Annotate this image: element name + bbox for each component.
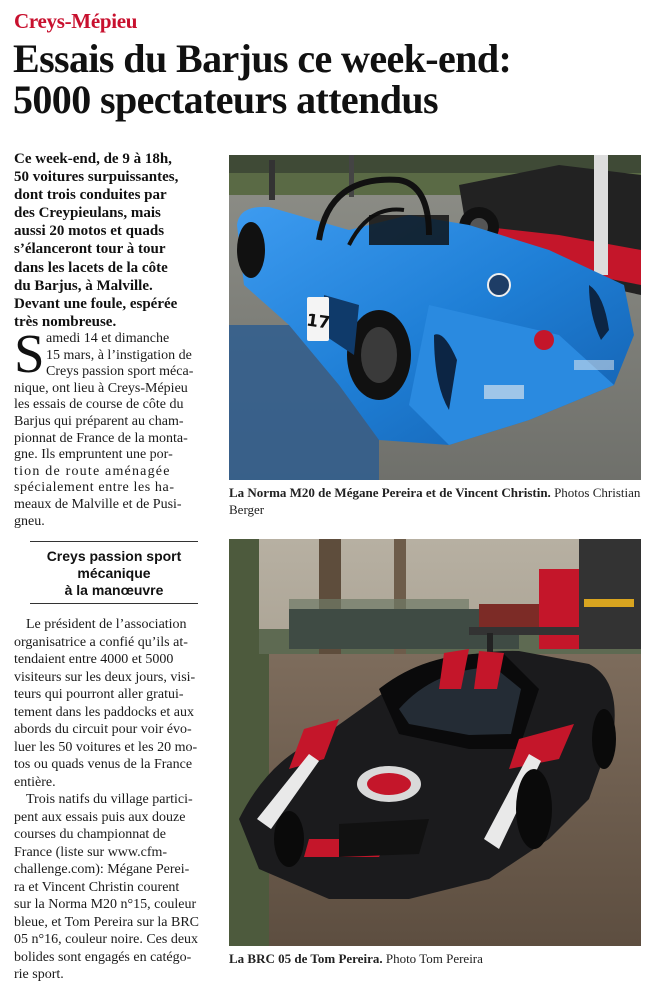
body-text bbox=[14, 616, 214, 984]
body-line: courses du championnat de bbox=[14, 827, 167, 842]
lead-line: Barjus qui préparent au cham- bbox=[14, 413, 184, 429]
body-line: Trois natifs du village partici- bbox=[26, 792, 193, 807]
brc-05-photo bbox=[229, 539, 641, 946]
lead-line: 15 mars, à l’instigation de bbox=[46, 347, 192, 363]
lead-line: gne. Ils empruntent une por- bbox=[14, 447, 173, 463]
body-line: entière. bbox=[14, 774, 56, 790]
headline-line: 5000 spectateurs attendus bbox=[13, 77, 438, 122]
chapo-line: dans les lacets de la côte bbox=[14, 259, 168, 276]
drop-cap: S bbox=[14, 323, 45, 384]
photo1-caption-title: La Norma M20 de Mégane Pereira et de Vincent Christin. bbox=[229, 485, 551, 500]
body-line: tendaient entre 4000 et 5000 bbox=[14, 652, 174, 667]
lead-line: les essais de course de côte du bbox=[14, 397, 184, 413]
lead-line: amedi 14 et dimanche bbox=[46, 331, 170, 346]
chapo-line: des Creypieulans, mais bbox=[14, 205, 161, 222]
body-line: rie sport. bbox=[14, 967, 64, 982]
subhead-line: mécanique bbox=[77, 565, 151, 581]
body-line: bleue, et Tom Pereira sur la BRC bbox=[14, 914, 200, 930]
lead-line: gneu. bbox=[14, 513, 45, 529]
body-line: teurs qui pourront aller gratui- bbox=[14, 687, 184, 702]
chapo-line: Ce week-end, de 9 à 18h, bbox=[14, 151, 172, 167]
chapo bbox=[14, 150, 214, 331]
photo1-caption-credit: Photos Christian Berger bbox=[229, 485, 641, 517]
chapo-line: 50 voitures surpuissantes, bbox=[14, 169, 179, 186]
subhead-line: Creys passion sport bbox=[46, 548, 182, 564]
body-line: tos ou quads venus de la France bbox=[14, 757, 193, 772]
headline bbox=[13, 38, 643, 120]
body-line: Le président de l’association bbox=[26, 617, 187, 632]
body-line: 05 n°16, couleur noire. Ces deux bbox=[14, 932, 199, 947]
body-line: sur la Norma M20 n°15, couleur bbox=[14, 897, 197, 912]
photo2-caption-credit: Photo Tom Pereira bbox=[385, 951, 483, 966]
race-number: 17 bbox=[305, 310, 332, 334]
lead-line: pionnat de France de la monta- bbox=[14, 430, 188, 446]
subhead-top-rule bbox=[30, 541, 198, 542]
section-kicker: Creys-Mépieu bbox=[14, 9, 138, 33]
body-line: bolides sont engagés en catégo- bbox=[14, 949, 192, 965]
lead-line: tion de route aménagée bbox=[14, 463, 171, 479]
chapo-line: Devant une foule, espérée bbox=[14, 295, 178, 312]
subhead-bottom-rule bbox=[30, 603, 198, 604]
body-line: France (liste sur www.cfm- bbox=[14, 844, 168, 860]
body-line: tement dans les paddocks et aux bbox=[14, 704, 195, 720]
lead-line: nique, ont lieu à Creys-Mépieu bbox=[14, 380, 188, 396]
chapo-line: très nombreuse. bbox=[14, 313, 117, 330]
photo1-caption bbox=[229, 484, 641, 518]
subhead-line: à la manœuvre bbox=[64, 582, 164, 598]
body-line: pent aux essais puis aux douze bbox=[14, 809, 186, 825]
lead-line: Creys passion sport méca- bbox=[46, 364, 194, 380]
body-line: abords du circuit pour voir évo- bbox=[14, 722, 192, 737]
norma-m20-photo bbox=[229, 155, 641, 480]
photo2-caption-title: La BRC 05 de Tom Pereira. bbox=[229, 951, 383, 966]
chapo-line: s’élanceront tour à tour bbox=[14, 241, 166, 258]
body-line: luer les 50 voitures et les 20 mo- bbox=[14, 739, 198, 755]
photo2-caption bbox=[229, 950, 641, 967]
lead-paragraph bbox=[14, 323, 214, 530]
subhead bbox=[14, 548, 214, 599]
headline-line: Essais du Barjus ce week-end: bbox=[13, 36, 512, 81]
chapo-line: du Barjus, à Malville. bbox=[14, 277, 153, 294]
body-line: ra et Vincent Christin courent bbox=[14, 879, 180, 895]
lead-line: meaux de Malville et de Pusi- bbox=[14, 496, 182, 512]
body-line: visiteurs sur les deux jours, visi- bbox=[14, 669, 196, 685]
body-line: organisatrice a confié qu’ils at- bbox=[14, 634, 188, 650]
chapo-line: dont trois conduites par bbox=[14, 187, 167, 204]
chapo-line: aussi 20 motos et quads bbox=[14, 223, 165, 240]
body-line: challenge.com): Mégane Perei- bbox=[14, 862, 190, 877]
lead-line: spécialement entre les ha- bbox=[14, 480, 175, 496]
